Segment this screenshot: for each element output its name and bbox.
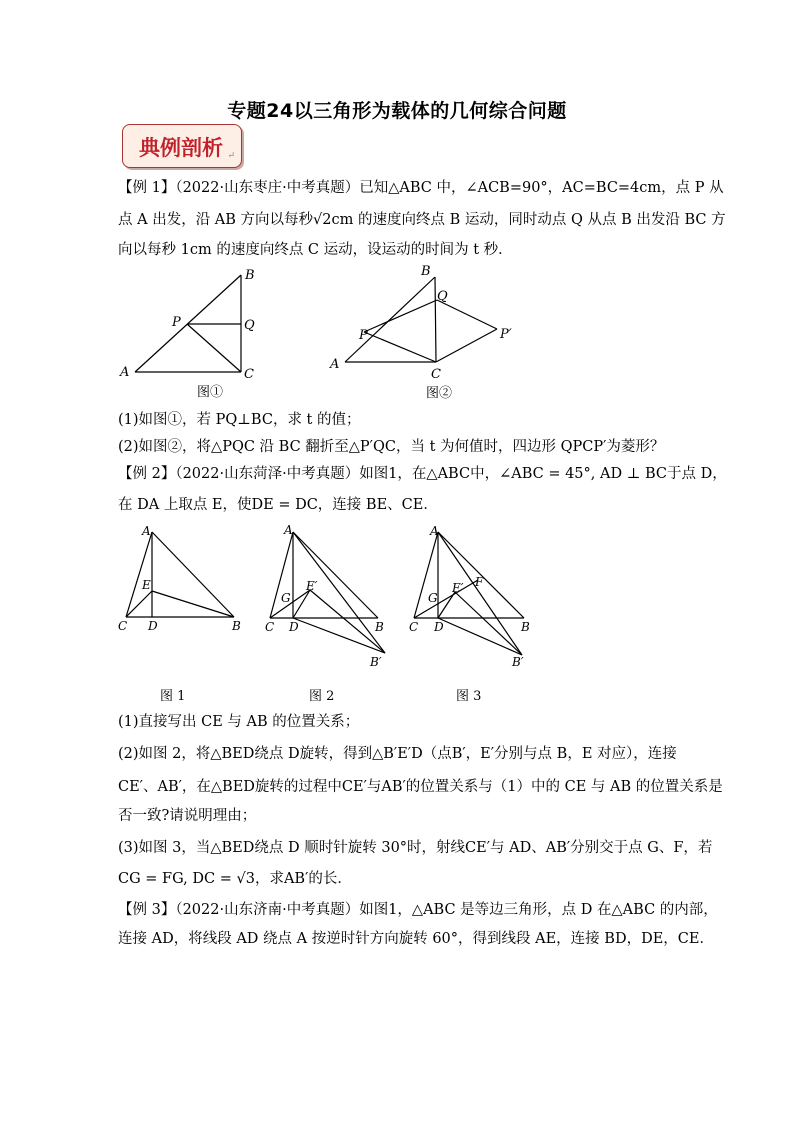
label-a: A — [430, 524, 439, 538]
side-ac — [414, 532, 438, 618]
ex3-line-2: 连接 AD，将线段 AD 绕点 A 按逆时针方向旋转 60°，得到线段 AE，连接 BD，DE，CE． — [118, 931, 714, 947]
label-a: A — [142, 524, 151, 538]
ex2-line-2: 在 DA 上取点 E，使DE = DC，连接 BE、CE． — [118, 497, 438, 513]
ex1-figure-1 — [115, 265, 275, 400]
ex1-question-1: (1)如图①，若 PQ⊥BC，求 t 的值； — [118, 412, 361, 428]
ex1-figure-2 — [325, 262, 525, 400]
ex2-question-2a: (2)如图 2，将△BED绕点 D旋转，得到△B′E′D（点B′，E′分别与点 B，E 对应），连接 — [118, 746, 677, 762]
label-a: A — [120, 365, 130, 380]
ex2-question-2b: CE′、AB′，在△BED旋转的过程中CE′与AB′的位置关系与（1）中的 CE 与 AB 的位置关系是 — [118, 779, 723, 795]
label-g: G — [428, 591, 438, 605]
side-ac — [270, 532, 293, 618]
ex1-question-2: (2)如图②，将△PQC 沿 BC 翻折至△P′QC，当 t 为何值时，四边形 QPCP′为菱形？ — [118, 439, 665, 455]
side-ab — [293, 532, 378, 618]
label-b: B — [421, 264, 431, 279]
label-q: Q — [244, 318, 255, 333]
label-f: F — [475, 575, 484, 589]
label-a: A — [330, 357, 340, 372]
label-b: B — [245, 268, 255, 283]
ex2-question-3a: (3)如图 3，当△BED绕点 D 顺时针旋转 30°时，射线CE′与 AD、AB′分别交于点 G、F，若 — [118, 840, 713, 856]
ex2-figure-2 — [262, 520, 397, 710]
label-b: B — [375, 620, 384, 634]
label-e-prime: E′ — [452, 581, 464, 595]
section-badge — [122, 124, 242, 168]
ex2-figure-1 — [112, 520, 247, 710]
label-b-prime: B′ — [512, 655, 524, 669]
ex2-fig1-caption: 图 1 — [160, 689, 186, 704]
label-p-prime: P′ — [500, 327, 512, 342]
label-c: C — [265, 620, 275, 634]
segment-e-prime-b-prime — [455, 592, 522, 655]
label-b-prime: B′ — [370, 655, 382, 669]
page-title: 专题24以三角形为载体的几何综合问题 — [227, 100, 567, 122]
ex2-question-2c: 否一致?请说明理由； — [118, 808, 257, 824]
ex1-fig1-caption: 图① — [197, 385, 224, 400]
ex2-question-3b: CG = FG, DC = √3，求AB′的长． — [118, 871, 352, 887]
ex2-line-1: 【例 2】（2022·山东菏泽·中考真题）如图1，在△ABC中，∠ABC = 45°, AD ⊥ BC于点 D， — [118, 466, 727, 482]
segment-pc — [364, 332, 436, 362]
label-g: G — [281, 591, 291, 605]
label-p: P — [359, 328, 368, 343]
label-c: C — [431, 367, 441, 382]
segment-p2c — [436, 329, 497, 362]
ex2-figure-3 — [404, 520, 544, 710]
label-c: C — [118, 619, 128, 633]
label-e-prime: E′ — [306, 579, 318, 593]
label-d: D — [289, 620, 299, 634]
return-mark-icon: ↵ — [227, 151, 235, 161]
label-b: B — [232, 619, 241, 633]
ex2-fig3-caption: 图 3 — [456, 689, 482, 704]
segment-pq — [364, 300, 437, 332]
label-c: C — [409, 620, 419, 634]
ex3-line-1: 【例 3】（2022·山东济南·中考真题）如图1，△ABC 是等边三角形，点 D 在△ABC 的内部， — [118, 902, 718, 918]
label-d: D — [434, 620, 444, 634]
segment-de-prime — [438, 592, 455, 618]
ex1-line-2: 点 A 出发，沿 AB 方向以每秒√2cm 的速度向终点 B 运动，同时动点 Q 从点 B 出发沿 BC 方 — [118, 212, 726, 228]
segment-pc — [187, 324, 241, 372]
label-b: B — [521, 620, 530, 634]
label-e: E — [142, 578, 151, 592]
label-q: Q — [437, 289, 448, 304]
side-bc — [435, 277, 436, 362]
segment-qp2 — [437, 300, 497, 329]
segment-e-prime-b-prime — [310, 590, 385, 653]
label-d: D — [148, 619, 158, 633]
label-c: C — [244, 367, 254, 382]
label-a: A — [284, 523, 293, 537]
ex1-line-1: 【例 1】（2022·山东枣庄·中考真题）已知△ABC 中，∠ACB=90°，AC=BC=4cm，点 P 从 — [118, 180, 724, 196]
side-ab — [345, 277, 435, 362]
ex1-line-3: 向以每秒 1cm 的速度向终点 C 运动，设运动的时间为 t 秒． — [118, 242, 513, 258]
ex1-fig2-caption: 图② — [426, 386, 453, 400]
segment-de-prime — [293, 590, 310, 618]
ex2-fig2-caption: 图 2 — [309, 689, 335, 704]
ex2-question-1: (1)直接写出 CE 与 AB 的位置关系； — [118, 714, 360, 730]
label-p: P — [172, 315, 181, 330]
section-label: 典例剖析 — [139, 135, 223, 160]
